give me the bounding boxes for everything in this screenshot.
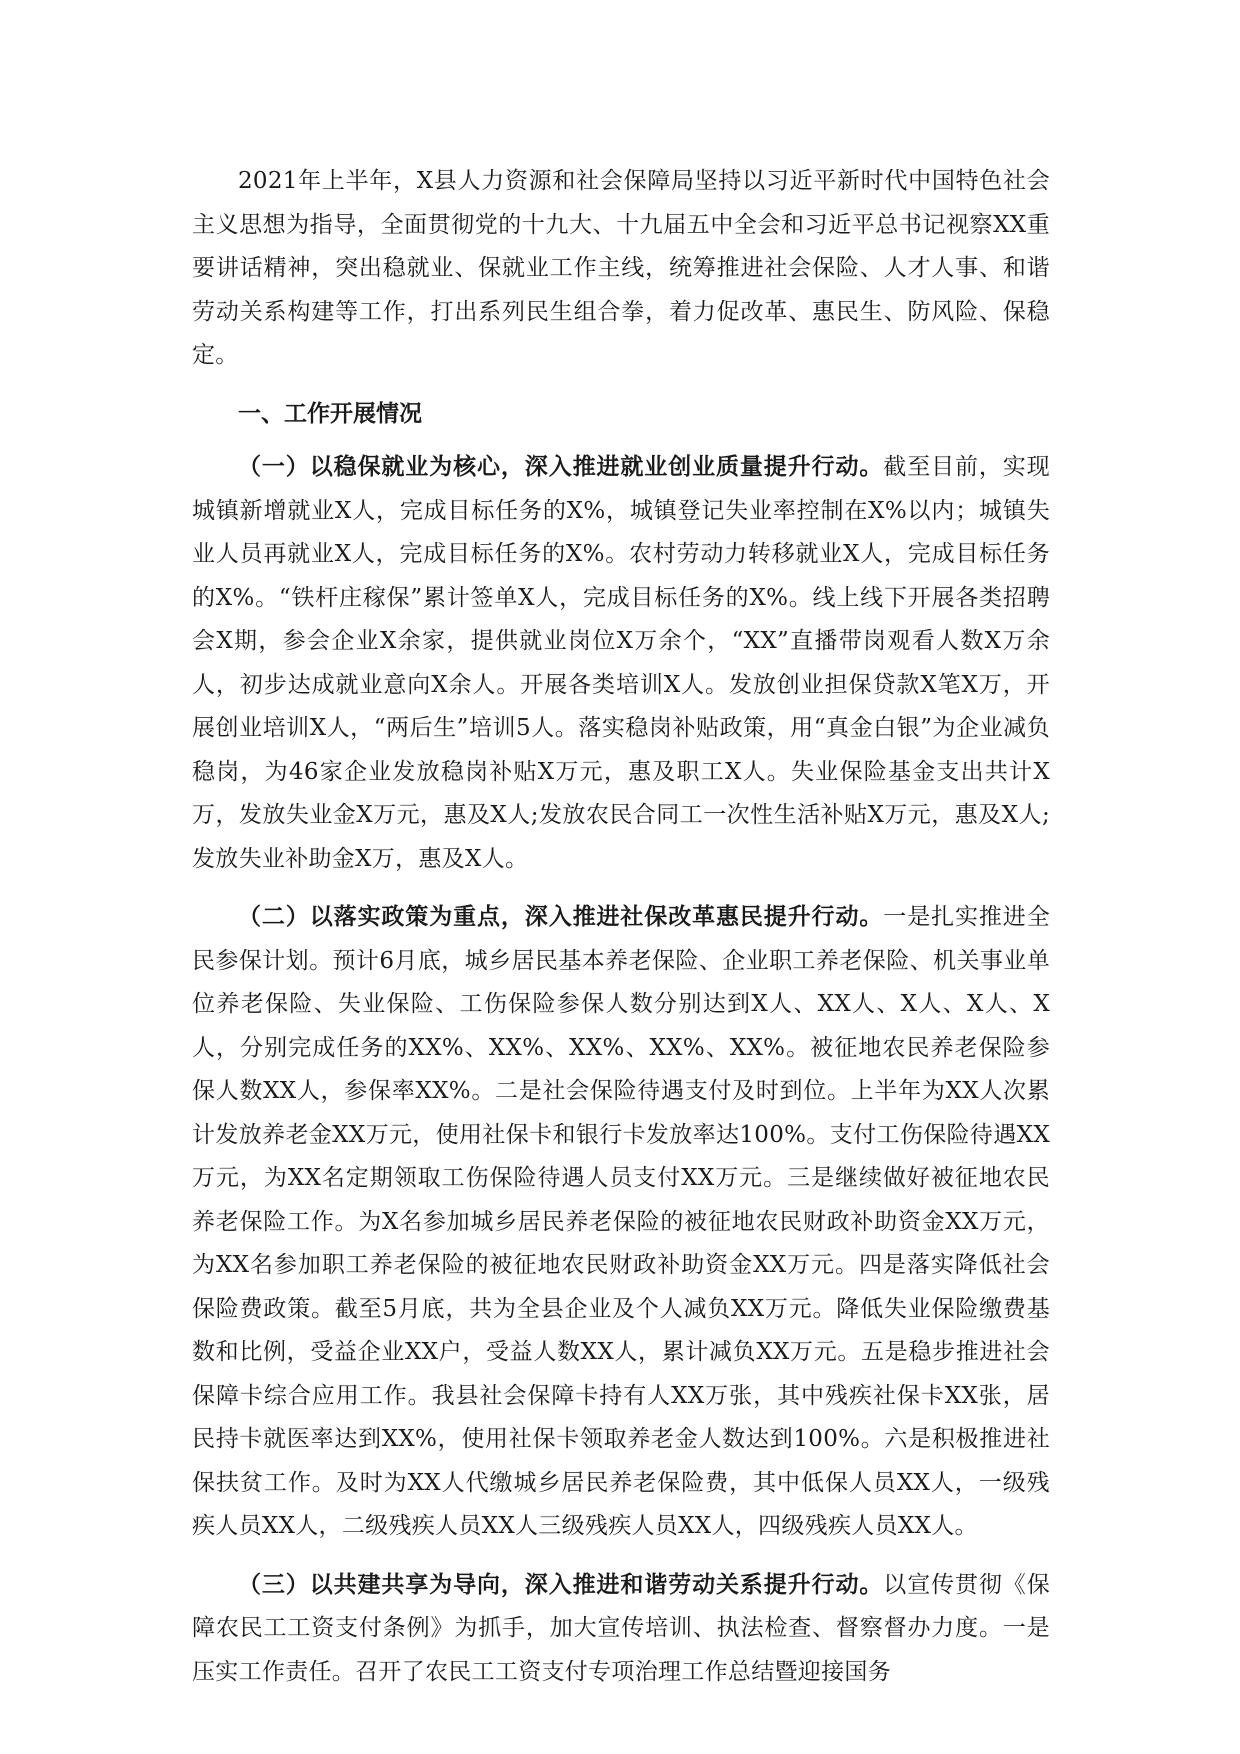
section-paragraph-3	[192, 1563, 1050, 1695]
section-body-1: 截至目前，实现城镇新增就业X人，完成目标任务的X%，城镇登记失业率控制在X%以内；城镇失业人员再就业X人，完成目标任务的X%。农村劳动力转移就业X人，完成目标任务的X%。“铁杆庄稼保”累计签单X人，完成目标任务的X%。线上线下开展各类招聘会X期，参会企业X余家，提供就业岗位X万余个，“XX”直播带岗观看人数X万余人，初步达成就业意向X余人。开展各类培训X人。发放创业担保贷款X笔X万，开展创业培训X人，“两后生”培训5人。落实稳岗补贴政策，用“真金白银”为企业减负稳岗，为46家企业发放稳岗补贴X万元，惠及职工X人。失业保险基金支出共计X万，发放失业金X万元，惠及X人;发放农民合同工一次性生活补贴X万元，惠及X人;发放失业补助金X万，惠及X人。	[192, 454, 1050, 872]
section-heading: 一、工作开展情况	[238, 399, 422, 427]
section-body-3: 以宣传贯彻《保障农民工工资支付条例》为抓手，加大宣传培训、执法检查、督察督办力度。一是压实工作责任。召开了农民工工资支付专项治理工作总结暨迎接国务	[192, 1571, 1050, 1685]
intro-paragraph: 2021年上半年，X县人力资源和社会保障局坚持以习近平新时代中国特色社会主义思想为指导，全面贯彻党的十九大、十九届五中全会和习近平总书记视察XX重要讲话精神，突出稳就业、保就业工作主线，统筹推进社会保险、人才人事、和谐劳动关系构建等工作，打出系列民生组合拳，着力促改革、惠民生、防风险、保稳定。	[192, 168, 1050, 368]
section-lead-2: （二）以落实政策为重点，深入推进社保改革惠民提升行动。	[238, 903, 884, 930]
section-body-2: 一是扎实推进全民参保计划。预计6月底，城乡居民基本养老保险、企业职工养老保险、机关事业单位养老保险、失业保险、工伤保险参保人数分别达到X人、XX人、X人、X人、X人，分别完成任务的XX%、XX%、XX%、XX%、XX%。被征地农民养老保险参保人数XX人，参保率XX%。二是社会保险待遇支付及时到位。上半年为XX人次累计发放养老金XX万元，使用社保卡和银行卡发放率达100%。支付工伤保险待遇XX万元，为XX名定期领取工伤保险待遇人员支付XX万元。三是继续做好被征地农民养老保险工作。为X名参加城乡居民养老保险的被征地农民财政补助资金XX万元，为XX名参加职工养老保险的被征地农民财政补助资金XX万元。四是落实降低社会保险费政策。截至5月底，共为全县企业及个人减负XX万元。降低失业保险缴费基数和比例，受益企业XX户，受益人数XX人，累计减负XX万元。五是稳步推进社会保障卡综合应用工作。我县社会保障卡持有人XX万张，其中残疾社保卡XX张，居民持卡就医率达到XX%，使用社保卡领取养老金人数达到100%。六是积极推进社保扶贫工作。及时为XX人代缴城乡居民养老保险费，其中低保人员XX人，一级残疾人员XX人，二级残疾人员XX人三级残疾人员XX人，四级残疾人员XX人。	[192, 904, 1050, 1539]
section-paragraph-2	[192, 895, 1050, 1549]
section-paragraph-1	[192, 445, 1050, 881]
section-lead-3: （三）以共建共享为导向，深入推进和谐劳动关系提升行动。	[238, 1570, 884, 1598]
document-body	[192, 160, 1050, 1708]
section-lead-1: （一）以稳保就业为核心，深入推进就业创业质量提升行动。	[238, 453, 884, 480]
